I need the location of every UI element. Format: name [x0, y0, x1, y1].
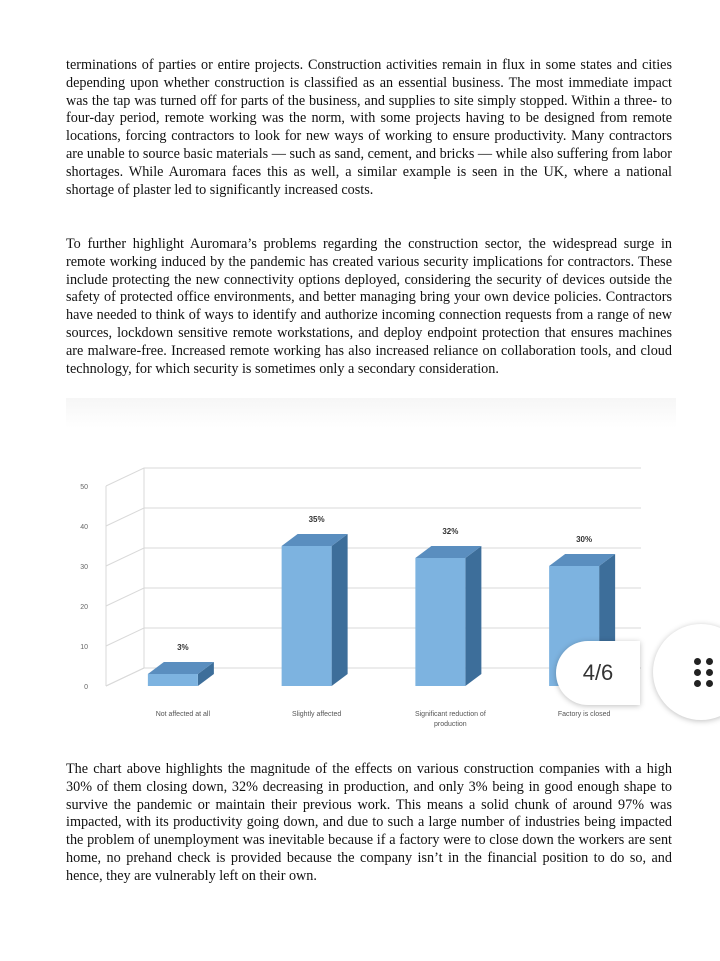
x-tick-label: Slightly affected	[291, 711, 342, 718]
y-tick-label: 30	[80, 564, 88, 571]
bar	[415, 558, 465, 686]
y-tick-label: 50	[80, 484, 88, 491]
page-indicator	[556, 641, 640, 705]
paragraph-2: To further highlight Auromara’s problems regarding the construction sector, the widespread surge in remote working induced by the pandemic has created various security implications for contractors. These include protecting the new connectivity options deployed, considering the security of devices outside the safety of protected office environments, and better managing bring your own device policies. Contractors have needed to think of ways to identify and authorize incoming connection requests from a range of new sources, lockdown sensitive remote workstations, and deploy endpoint protection that ensures machines are malware-free. Increased remote working has also increased reliance on collaboration tools, and cloud technology, for which security is sometimes only a secondary consideration.	[66, 236, 672, 377]
bar-side	[332, 534, 348, 686]
data-label: 3%	[177, 643, 189, 652]
paragraph-3: The chart above highlights the magnitude of the effects on various construction companies with a high 30% of them closing down, 32% decreasing in production, and only 3% being in good enough shape to survive the pandemic or maintain their previous work. This means a solid chunk of around 97% was impacted, with its productivity going down, and due to such a large number of industries being impacted the problem of unemployment was inevitable because if a factory were to close down the workers are sent home, no prehand check is provided because the company isn’t in the financial position to do so, and hence, they are vulnerably left on their own.	[66, 761, 672, 884]
y-tick-label: 10	[80, 644, 88, 651]
more-dots-icon	[694, 658, 713, 687]
x-tick-label: Not affected at all	[155, 711, 211, 718]
x-tick-label: Factory is closed	[557, 711, 611, 718]
gridline	[106, 508, 641, 526]
paragraph-1: terminations of parties or entire projects. Construction activities remain in flux in some states and cities depending upon whether construction is classified as an essential business. The most immediate impact was the tap was turned off for parts of the business, and supplies to site simply stopped. Within a three- to four-day period, remote working was the norm, with some projects having to be designed from remote locations, forcing contractors to look for new ways of working to ensure productivity. Many contractors are unable to source basic materials — such as sand, cement, and bricks — while also suffering from labor shortages. While Auromara faces this as well, a similar example is seen in the UK, where a national shortage of plaster led to significantly increased costs.	[66, 57, 672, 198]
x-tick-label: Significant reduction of	[414, 711, 486, 718]
bar	[282, 546, 332, 686]
y-tick-label: 0	[84, 684, 88, 691]
gridline	[106, 468, 641, 486]
bar	[148, 674, 198, 686]
y-tick-label: 20	[80, 604, 88, 611]
data-label: 30%	[576, 535, 593, 544]
data-label: 35%	[308, 515, 325, 524]
y-tick-label: 40	[80, 524, 88, 531]
page-indicator-text: 4/6	[582, 660, 614, 685]
x-tick-label: production	[434, 721, 467, 728]
bar-side	[465, 546, 481, 686]
data-label: 32%	[442, 527, 459, 536]
